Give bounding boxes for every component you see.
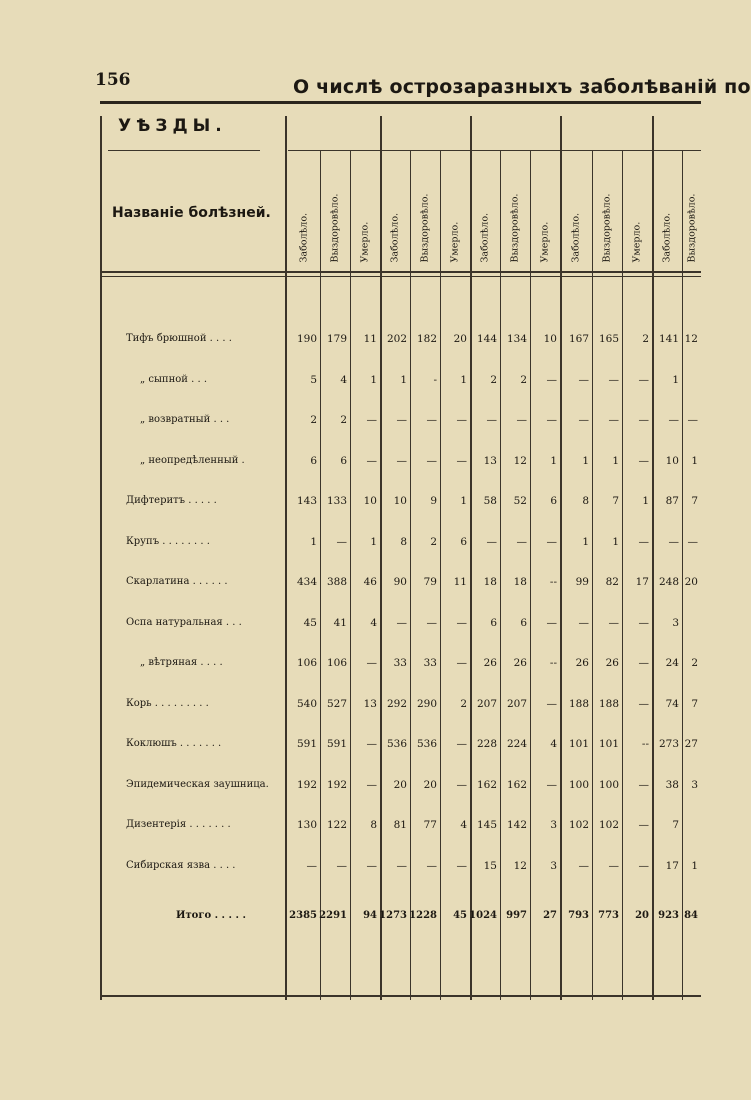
table-cell: — — [578, 859, 589, 872]
table-cell: — — [638, 778, 649, 791]
table-cell: 2 — [691, 657, 698, 669]
table-cell: 145 — [476, 819, 497, 831]
table-cell: — — [366, 738, 377, 750]
table-cell: 4 — [370, 616, 377, 629]
table-cell: — — [668, 414, 679, 426]
table-cell: 1 — [310, 535, 317, 548]
table-cell: 9 — [430, 495, 437, 507]
table-cell: 1 — [460, 495, 467, 507]
table-cell: 7 — [672, 819, 679, 831]
column-divider — [410, 150, 411, 1000]
table-cell: 2 — [490, 373, 497, 386]
table-cell: 1 — [460, 373, 467, 386]
column-divider — [320, 150, 321, 1000]
table-cell: 290 — [416, 697, 437, 710]
table-cell: 134 — [506, 333, 527, 345]
total-cell: 84 — [684, 910, 698, 921]
column-subheader — [320, 150, 350, 270]
table-cell: — — [336, 535, 347, 548]
column-subheader — [622, 150, 652, 270]
table-cell: 26 — [605, 657, 619, 669]
table-cell: 13 — [483, 454, 497, 467]
row-label: Дизентерія . . . . . . . — [126, 819, 231, 830]
column-divider — [440, 150, 441, 1000]
table-cell: 11 — [363, 333, 377, 345]
table-cell: 12 — [513, 859, 527, 872]
table-cell: — — [638, 616, 649, 629]
table-cell: 20 — [393, 778, 407, 791]
label-column-border — [285, 116, 287, 1000]
table-cell: — — [638, 859, 649, 872]
table-cell: 1 — [370, 373, 377, 386]
table-cell: 27 — [684, 738, 698, 750]
table-cell: — — [516, 535, 527, 548]
subheader-text: Выздоровѣло. — [329, 193, 341, 263]
table-cell: — — [456, 778, 467, 791]
column-divider — [350, 150, 351, 1000]
table-cell: 8 — [400, 535, 407, 548]
total-cell: 27 — [543, 910, 557, 921]
table-cell: — — [456, 616, 467, 629]
table-cell: -- — [641, 738, 649, 750]
total-cell: 20 — [635, 910, 649, 921]
table-cell: 17 — [665, 859, 679, 872]
table-cell: 188 — [598, 697, 619, 710]
table-cell: 3 — [691, 778, 698, 791]
total-cell: 1228 — [409, 910, 437, 921]
subheader-text: Выздоровѣло. — [509, 193, 521, 263]
table-cell: 224 — [506, 738, 527, 750]
table-cell: — — [638, 454, 649, 467]
table-cell: 33 — [423, 657, 437, 669]
table-cell: 2 — [430, 535, 437, 548]
table-cell: — — [366, 454, 377, 467]
table-cell: 536 — [416, 738, 437, 750]
subheader-text: Умерло. — [539, 221, 551, 263]
table-cell: 1 — [550, 454, 557, 467]
table-cell: 190 — [296, 333, 317, 345]
table-cell: — — [366, 657, 377, 669]
table-cell: — — [638, 414, 649, 426]
table-cell: — — [426, 454, 437, 467]
subheader-text: Умерло. — [631, 221, 643, 263]
table-cell: -- — [549, 576, 557, 588]
table-cell: 38 — [665, 778, 679, 791]
subheader-text: Умерло. — [449, 221, 461, 263]
table-left-border — [100, 116, 102, 1000]
table-cell: — — [456, 738, 467, 750]
table-cell: 26 — [483, 657, 497, 669]
table-cell: 52 — [513, 495, 527, 507]
header-bottom-rule-2 — [100, 276, 701, 277]
table-cell: 144 — [476, 333, 497, 345]
table-cell: 130 — [296, 819, 317, 831]
table-cell: 100 — [568, 778, 589, 791]
table-cell: 6 — [520, 616, 527, 629]
table-cell: 536 — [386, 738, 407, 750]
row-label: Эпидемическая заушница. — [126, 778, 269, 790]
total-cell: 773 — [598, 910, 619, 921]
table-cell: 273 — [658, 738, 679, 750]
table-cell: — — [546, 373, 557, 386]
total-cell: 1273 — [379, 910, 407, 921]
table-cell: — — [687, 414, 698, 426]
table-cell: 6 — [310, 454, 317, 467]
table-cell: — — [456, 414, 467, 426]
table-cell: 81 — [393, 819, 407, 831]
table-cell: — — [366, 414, 377, 426]
table-cell: — — [306, 859, 317, 872]
table-cell: 162 — [506, 778, 527, 791]
table-cell: 100 — [598, 778, 619, 791]
table-cell: — — [456, 859, 467, 872]
total-cell: 1024 — [469, 910, 497, 921]
table-cell: 202 — [386, 333, 407, 345]
table-cell: 1 — [370, 535, 377, 548]
table-cell: 228 — [476, 738, 497, 750]
table-cell: 591 — [326, 738, 347, 750]
table-cell: — — [516, 414, 527, 426]
column-subheader — [500, 150, 530, 270]
table-cell: — — [426, 616, 437, 629]
total-cell: 997 — [506, 910, 527, 921]
table-cell: — — [608, 859, 619, 872]
column-subheader — [350, 150, 380, 270]
table-cell: 33 — [393, 657, 407, 669]
table-cell: 102 — [568, 819, 589, 831]
table-cell: — — [608, 616, 619, 629]
table-cell: 15 — [483, 859, 497, 872]
table-cell: — — [396, 454, 407, 467]
table-cell: 6 — [490, 616, 497, 629]
row-label: Оспа натуральная . . . — [126, 616, 242, 628]
table-cell: — — [546, 535, 557, 548]
table-cell: — — [426, 414, 437, 426]
table-cell: — — [638, 373, 649, 386]
table-cell: — — [396, 859, 407, 872]
total-cell: 94 — [363, 910, 377, 921]
table-cell: -- — [549, 657, 557, 669]
total-cell: 793 — [568, 910, 589, 921]
table-cell: — — [578, 373, 589, 386]
subheader-text: Заболѣло. — [479, 212, 491, 263]
table-cell: 8 — [370, 819, 377, 831]
table-cell: — — [546, 697, 557, 710]
row-label: „ неопредѣленный . — [140, 454, 245, 466]
table-cell: 1 — [612, 454, 619, 467]
table-cell: 133 — [326, 495, 347, 507]
table-cell: 101 — [598, 738, 619, 750]
table-cell: — — [546, 778, 557, 791]
row-label: Скарлатина . . . . . . — [126, 576, 228, 587]
table-cell: — — [546, 414, 557, 426]
table-cell: — — [396, 414, 407, 426]
row-label: Тифъ брюшной . . . . — [126, 333, 232, 344]
table-cell: — — [608, 373, 619, 386]
column-divider — [592, 150, 593, 1000]
table-cell: 101 — [568, 738, 589, 750]
disease-column-header: Названіе болѣзней. — [112, 205, 271, 221]
table-cell: 1 — [582, 454, 589, 467]
column-subheader — [530, 150, 560, 270]
table-cell: 45 — [303, 616, 317, 629]
column-divider — [682, 150, 683, 1000]
uezdy-label: УѢЗДЫ. — [118, 116, 227, 136]
table-cell: 2 — [310, 414, 317, 426]
column-subheader — [592, 150, 622, 270]
table-cell: 82 — [605, 576, 619, 588]
table-cell: 4 — [550, 738, 557, 750]
table-bottom-rule — [100, 995, 701, 997]
table-cell: — — [546, 616, 557, 629]
table-cell: 102 — [598, 819, 619, 831]
table-cell: 3 — [550, 819, 557, 831]
table-cell: 1 — [582, 535, 589, 548]
row-label: „ вѣтряная . . . . — [140, 657, 223, 668]
table-cell: — — [668, 535, 679, 548]
total-cell: 923 — [658, 910, 679, 921]
total-cell: 45 — [453, 910, 467, 921]
table-cell: — — [608, 414, 619, 426]
table-cell: 20 — [453, 333, 467, 345]
column-subheader — [682, 150, 701, 270]
table-cell: 99 — [575, 576, 589, 588]
table-cell: 41 — [333, 616, 347, 629]
table-cell: 1 — [691, 859, 698, 872]
table-cell: — — [486, 535, 497, 548]
subheader-text: Заболѣло. — [661, 212, 673, 263]
total-cell: 2385 — [289, 910, 317, 921]
table-cell: 18 — [513, 576, 527, 588]
table-cell: 188 — [568, 697, 589, 710]
table-cell: 2 — [460, 697, 467, 710]
table-cell: 77 — [423, 819, 437, 831]
table-cell: 388 — [326, 576, 347, 588]
table-cell: 79 — [423, 576, 437, 588]
table-cell: 10 — [393, 495, 407, 507]
table-cell: 207 — [476, 697, 497, 710]
table-cell: 162 — [476, 778, 497, 791]
subheader-text: Заболѣло. — [298, 212, 310, 263]
column-subheader — [440, 150, 470, 270]
table-cell: 4 — [460, 819, 467, 831]
table-cell: — — [486, 414, 497, 426]
table-cell: 6 — [340, 454, 347, 467]
table-cell: 6 — [550, 495, 557, 507]
table-cell: 11 — [453, 576, 467, 588]
table-cell: — — [366, 778, 377, 791]
table-cell: 527 — [326, 697, 347, 710]
table-cell: — — [578, 616, 589, 629]
table-cell: 2 — [520, 373, 527, 386]
table-cell: 141 — [658, 333, 679, 345]
table-cell: 106 — [296, 657, 317, 669]
table-cell: 7 — [612, 495, 619, 507]
subheader-text: Выздоровѣло. — [686, 193, 697, 263]
column-subheader — [288, 150, 320, 270]
table-cell: 8 — [582, 495, 589, 507]
table-cell: — — [456, 657, 467, 669]
table-cell: 87 — [665, 495, 679, 507]
column-subheader — [652, 150, 682, 270]
row-label: Дифтеритъ . . . . . — [126, 495, 217, 506]
table-cell: — — [426, 859, 437, 872]
table-cell: 1 — [642, 495, 649, 507]
table-cell: 142 — [506, 819, 527, 831]
table-cell: 182 — [416, 333, 437, 345]
table-cell: — — [638, 535, 649, 548]
table-cell: 248 — [658, 576, 679, 588]
table-cell: 7 — [691, 697, 698, 710]
uezdy-underline — [108, 150, 260, 151]
column-subheader — [410, 150, 440, 270]
table-cell: 192 — [326, 778, 347, 791]
head-rule — [100, 101, 701, 104]
subheader-text: Заболѣло. — [570, 212, 582, 263]
column-divider — [500, 150, 501, 1000]
table-cell: 10 — [363, 495, 377, 507]
table-cell: 192 — [296, 778, 317, 791]
table-cell: 143 — [296, 495, 317, 507]
table-cell: — — [638, 657, 649, 669]
total-label: Итого . . . . . — [176, 910, 246, 921]
table-cell: 1 — [612, 535, 619, 548]
table-cell: 1 — [691, 454, 698, 467]
table-cell: 4 — [340, 373, 347, 386]
row-label: „ возвратный . . . — [140, 414, 230, 425]
table-cell: 58 — [483, 495, 497, 507]
subheader-text: Выздоровѣло. — [601, 193, 613, 263]
table-cell: 3 — [550, 859, 557, 872]
table-cell: 591 — [296, 738, 317, 750]
table-cell: 179 — [326, 333, 347, 345]
table-cell: 90 — [393, 576, 407, 588]
table-cell: 10 — [665, 454, 679, 467]
row-label: Крупъ . . . . . . . . — [126, 535, 210, 547]
column-divider — [530, 150, 531, 1000]
table-cell: 292 — [386, 697, 407, 710]
table-cell: 26 — [575, 657, 589, 669]
table-cell: 207 — [506, 697, 527, 710]
table-cell: 106 — [326, 657, 347, 669]
table-cell: — — [638, 697, 649, 710]
row-label: „ сыпной . . . — [140, 373, 208, 385]
subheader-text: Умерло. — [359, 221, 371, 263]
column-divider — [622, 150, 623, 1000]
row-label: Корь . . . . . . . . . — [126, 697, 209, 709]
column-subheader — [470, 150, 500, 270]
table-cell: 434 — [296, 576, 317, 588]
table-cell: 165 — [598, 333, 619, 345]
row-label: Коклюшъ . . . . . . . — [126, 738, 222, 749]
table-cell: — — [687, 535, 698, 548]
table-cell: 74 — [665, 697, 679, 710]
table-cell: 20 — [684, 576, 698, 588]
table-cell: 18 — [483, 576, 497, 588]
table-cell: 5 — [310, 373, 317, 386]
table-cell: 122 — [326, 819, 347, 831]
table-cell: — — [638, 819, 649, 831]
table-cell: 2 — [642, 333, 649, 345]
table-cell: — — [336, 859, 347, 872]
table-cell: 46 — [363, 576, 377, 588]
subheader-text: Заболѣло. — [389, 212, 401, 263]
table-cell: — — [396, 616, 407, 629]
table-cell: 1 — [400, 373, 407, 386]
table-cell: 26 — [513, 657, 527, 669]
table-cell: 24 — [665, 657, 679, 669]
table-cell: 12 — [684, 333, 698, 345]
header-bottom-rule — [100, 271, 701, 273]
table-cell: 3 — [672, 616, 679, 629]
table-cell: 20 — [423, 778, 437, 791]
row-label: Сибирская язва . . . . — [126, 859, 236, 871]
table-cell: 1 — [672, 373, 679, 386]
table-cell: 13 — [363, 697, 377, 710]
table-cell: 7 — [691, 495, 698, 507]
table-cell: 10 — [543, 333, 557, 345]
table-cell: — — [366, 859, 377, 872]
column-subheader — [560, 150, 592, 270]
subheader-text: Выздоровѣло. — [419, 193, 431, 263]
table-cell: 6 — [460, 535, 467, 548]
page-number: 156 — [95, 70, 131, 90]
table-cell: 2 — [340, 414, 347, 426]
table-cell: 540 — [296, 697, 317, 710]
table-cell: — — [456, 454, 467, 467]
total-cell: 2291 — [319, 910, 347, 921]
running-head: О числѣ острозаразныхъ заболѣваній по — [293, 76, 751, 98]
column-subheader — [380, 150, 410, 270]
table-cell: 17 — [635, 576, 649, 588]
table-cell: 167 — [568, 333, 589, 345]
table-cell: - — [433, 373, 437, 386]
table-cell: 12 — [513, 454, 527, 467]
table-cell: — — [578, 414, 589, 426]
